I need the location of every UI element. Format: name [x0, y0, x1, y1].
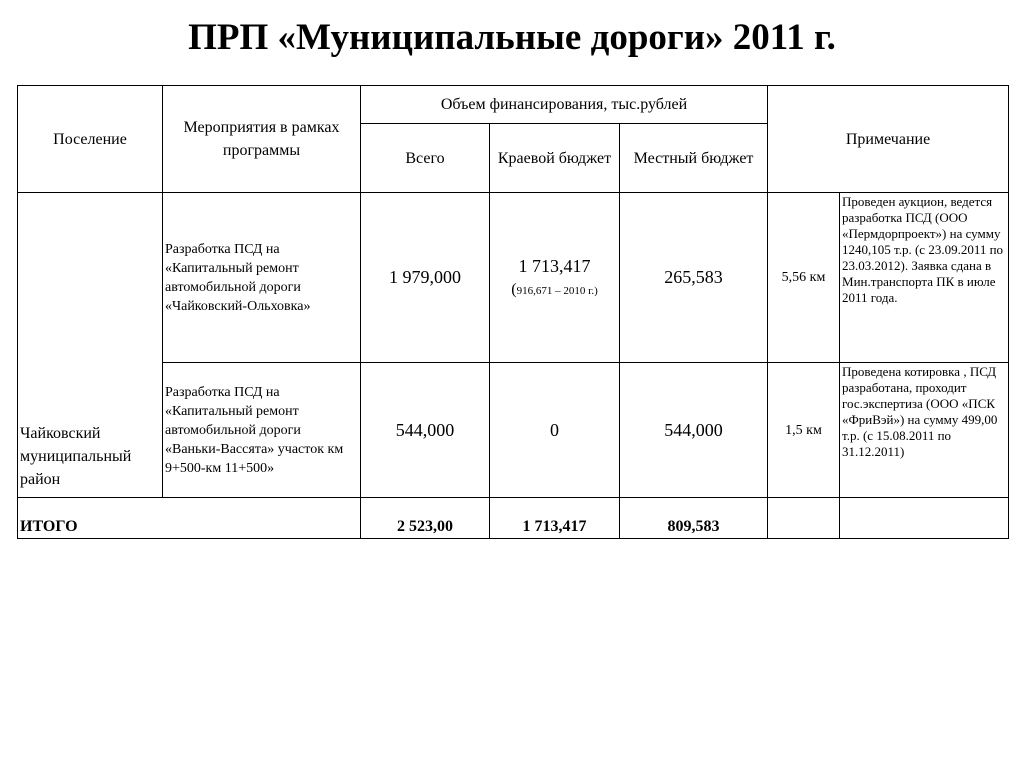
- length-cell: 5,56 км: [768, 193, 840, 363]
- note-cell: Проведен аукцион, ведется разработка ПСД (ООО «Пермдорпроект») на сумму 1240,105 т.р. (с 23.09.2011 по 23.03.2012). Заявка сдана в Мин.транспорта ПК в июле 2011 года.: [840, 193, 1009, 363]
- totals-local: 809,583: [620, 498, 768, 539]
- header-activities: Мероприятия в рамках программы: [163, 86, 361, 193]
- regional-value: 1 713,417: [518, 255, 591, 276]
- totals-empty-note: [840, 498, 1009, 539]
- totals-label: ИТОГО: [18, 498, 361, 539]
- table-row: [18, 193, 1009, 363]
- total-cell: 544,000: [361, 363, 490, 498]
- note-cell: Проведена котировка , ПСД разработана, проходит гос.экспертиза (ООО «ПСК «ФриВэй») на сумму 499,00 т.р. (с 15.08.2011 по 31.12.2011): [840, 363, 1009, 498]
- header-note: Примечание: [768, 86, 1009, 193]
- totals-empty-length: [768, 498, 840, 539]
- page-title: ПРП «Муниципальные дороги» 2011 г.: [188, 17, 836, 58]
- header-local: Местный бюджет: [620, 124, 768, 193]
- totals-total: 2 523,00: [361, 498, 490, 539]
- regional-cell: [490, 193, 620, 363]
- financing-table: [17, 85, 1009, 539]
- activity-cell: Разработка ПСД на «Капитальный ремонт автомобильной дороги «Ваньки-Вассята» участок км 9+500-км 11+500»: [163, 363, 361, 498]
- length-cell: 1,5 км: [768, 363, 840, 498]
- total-cell: 1 979,000: [361, 193, 490, 363]
- local-cell: 544,000: [620, 363, 768, 498]
- header-financing: Объем финансирования, тыс.рублей: [361, 86, 768, 124]
- settlement-cell: Чайковский муниципальный район: [18, 193, 163, 498]
- totals-row: [18, 498, 1009, 539]
- regional-subnote-paren: (: [511, 280, 517, 298]
- header-regional: Краевой бюджет: [490, 124, 620, 193]
- header-settlement: Поселение: [18, 86, 163, 193]
- local-cell: 265,583: [620, 193, 768, 363]
- totals-regional: 1 713,417: [490, 498, 620, 539]
- regional-cell: 0: [490, 363, 620, 498]
- regional-subnote: [492, 279, 617, 302]
- regional-subnote-text: 916,671 – 2010 г.): [516, 284, 598, 297]
- header-total: Всего: [361, 124, 490, 193]
- header-row-1: [18, 86, 1009, 124]
- activity-cell: Разработка ПСД на «Капитальный ремонт автомобильной дороги «Чайковский-Ольховка»: [163, 193, 361, 363]
- table-row: [18, 363, 1009, 498]
